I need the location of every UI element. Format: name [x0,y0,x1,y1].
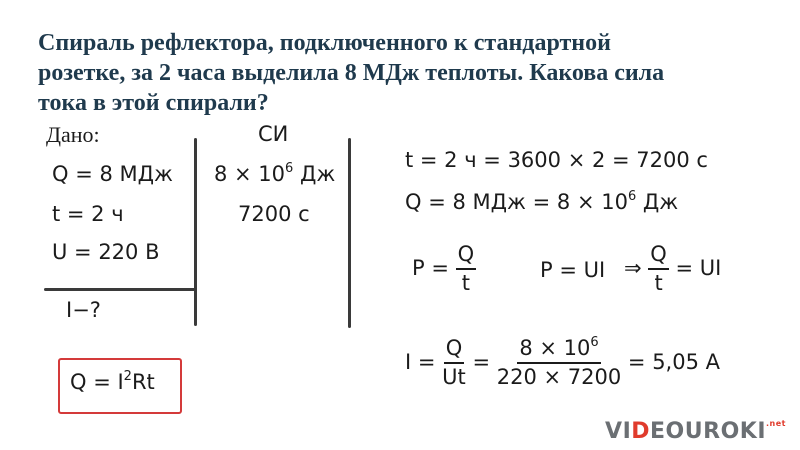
current-formula: I = $\frac{Q}{Ut}$ = $\frac{8 \times 10^6}{220 \times 7200}$ = 5,05 А [405,335,720,389]
power-ui-formula: P = UI [540,258,606,282]
given-q: Q = 8 МДж [52,162,173,186]
result: = 5,05 А [627,350,720,374]
problem-text [38,28,758,118]
given-divider [44,288,196,291]
given-u: U = 220 В [52,240,160,264]
si-header: СИ [258,122,289,146]
q-conversion: Q = 8 МДж = $8 \times 10^6$ Дж [405,189,679,214]
q-t-equals-ui: ⇒ $\frac{Q}{t}$ = UI [624,242,722,295]
joule-lenz-formula: $Q = I^2Rt$ [70,369,155,394]
videouroki-logo: $VIDEOUROKI^{.net}$ [605,419,786,444]
given-header: Дано: [46,122,100,147]
given-si-separator [194,138,197,326]
q-over-t-fraction: $\frac{Q}{t}$ [457,242,475,295]
power-formula: P = $\frac{Q}{t}$ [412,242,475,295]
given-t: t = 2 ч [52,202,124,226]
problem-hours: 2 часа [158,60,226,86]
problem-line-3: тока в этой спирали? [38,90,269,116]
si-separator [348,138,351,328]
given-find: I−? [66,298,101,322]
t-conversion: t = 2 ч = 3600 × 2 = 7200 с [405,148,708,172]
problem-line-2: розетке, за 2 часа выделила 8 МДж теплоты. Какова сила [38,60,665,86]
si-t: 7200 с [238,202,310,226]
implies-arrow: ⇒ [624,256,642,280]
problem-line-1: Спираль рефлектора, подключенного к стандартной [38,30,611,56]
problem-energy: 8 МДж [344,60,420,86]
si-q: $8 \times 10^6$ Дж [214,161,336,186]
